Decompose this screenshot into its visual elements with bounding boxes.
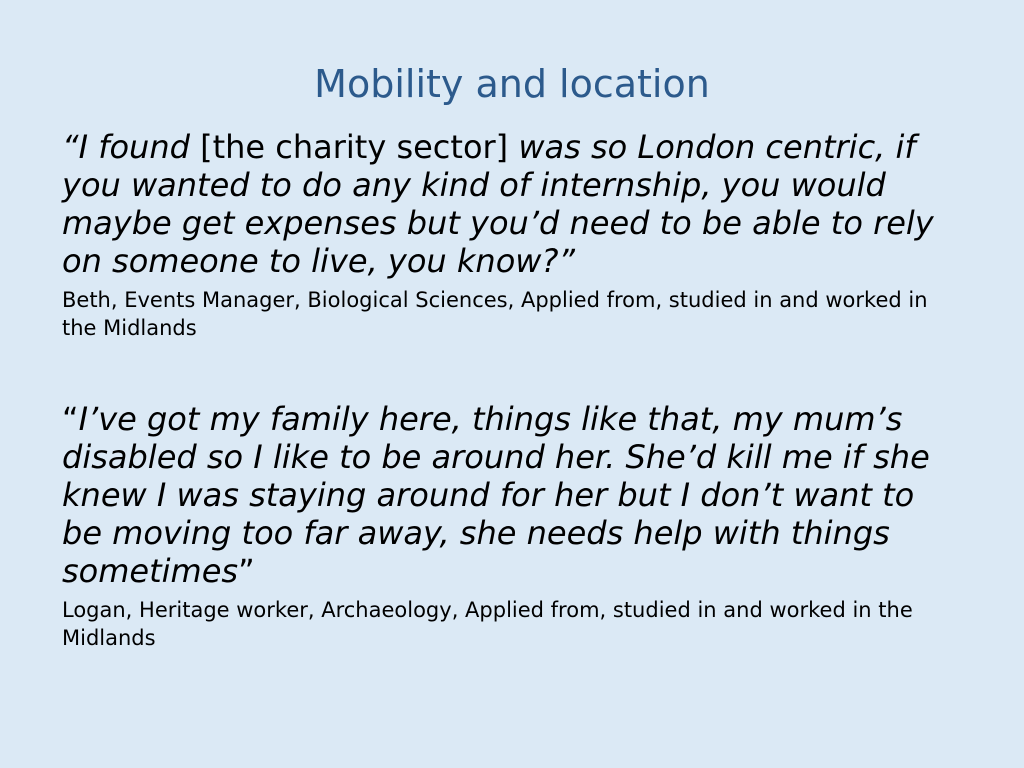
quote-text-segment: ” xyxy=(238,552,255,590)
quote-text-segment: “ xyxy=(62,400,79,438)
quote-text-segment: [the charity sector] xyxy=(200,128,519,166)
quote-block-logan xyxy=(62,400,962,652)
quote-text-segment: “I found xyxy=(62,128,201,166)
quote-block-beth xyxy=(62,128,962,342)
attribution-logan: Logan, Heritage worker, Archaeology, Applied from, studied in and worked in the Midlands xyxy=(62,598,913,650)
attribution-beth: Beth, Events Manager, Biological Sciences, Applied from, studied in and worked in the Midlands xyxy=(62,288,928,340)
quote-text-segment: I’ve got my family here, things like that, my mum’s disabled so I like to be around her. She’d kill me if she knew I was staying around for her but I don’t want to be moving too far away, she needs help with things sometimes xyxy=(62,400,930,590)
quote-logan xyxy=(62,400,962,590)
slide-body xyxy=(62,128,962,652)
quote-text-segment: was so London centric, if you wanted to do any kind of internship, you would maybe get expenses but you’d need to be able to rely on someone to live, you know?” xyxy=(62,128,934,280)
slide-title: Mobility and location xyxy=(314,62,710,106)
quote-beth xyxy=(62,128,962,280)
